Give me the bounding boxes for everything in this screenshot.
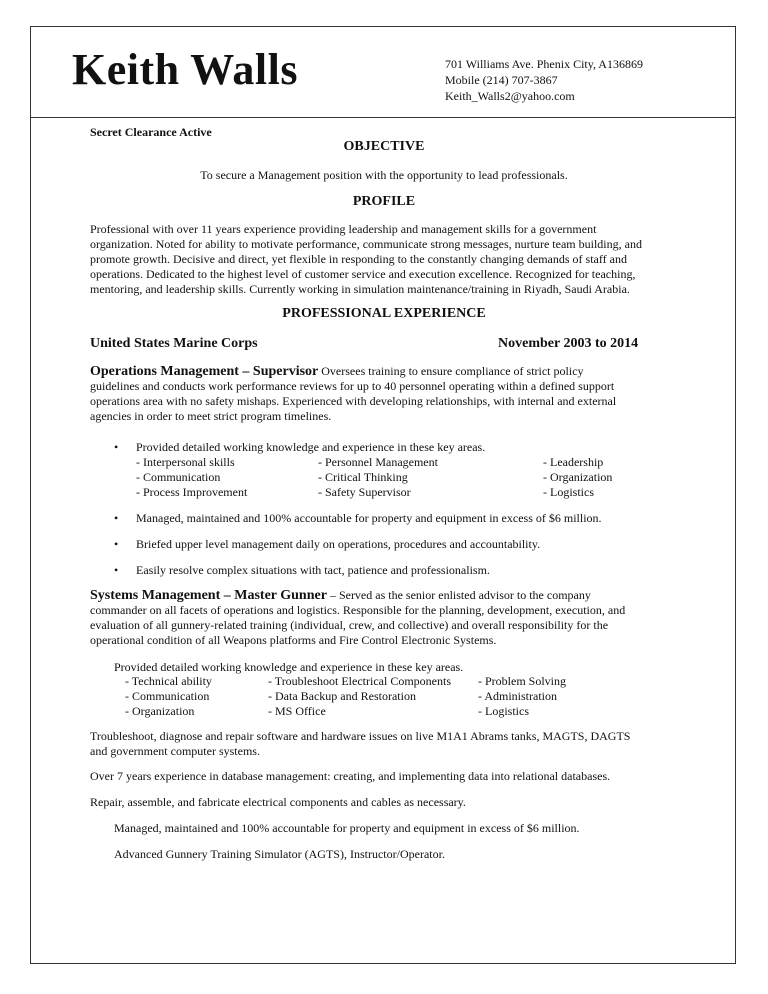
job2-paragraph-troubleshoot xyxy=(90,729,690,759)
skill-item: - Technical ability xyxy=(125,674,212,688)
job1-line: guidelines and conducts work performance reviews for up to 40 personnel operating within a defined support xyxy=(90,379,615,393)
profile-line: operations. Dedicated to the highest level of customer service and execution excellence. Recognized for teaching, xyxy=(90,267,636,281)
skill-item: - Leadership xyxy=(543,455,604,469)
experience-heading: PROFESSIONAL EXPERIENCE xyxy=(282,306,486,321)
skill-item: - Interpersonal skills xyxy=(136,455,235,469)
job2-intro: Provided detailed working knowledge and experience in these key areas. xyxy=(114,660,464,674)
skill-item: - Safety Supervisor xyxy=(318,485,411,499)
skill-item: - Logistics xyxy=(543,485,594,499)
header-divider xyxy=(30,117,736,118)
job1-line: Oversees training to ensure compliance of strict policy xyxy=(321,364,584,378)
job1-title: Operations Management – Supervisor xyxy=(90,364,319,379)
job1-description xyxy=(90,364,690,424)
profile-heading: PROFILE xyxy=(352,194,416,209)
profile-line: organization. Noted for ability to motivate performance, communicate strong messages, nurture team building, and xyxy=(90,237,642,251)
skill-item: - Problem Solving xyxy=(478,674,567,688)
profile-line: promote growth. Decisive and direct, yet flexible in responding to the constantly changing demands of staff and xyxy=(90,252,627,266)
employment-dates: November 2003 to 2014 xyxy=(498,336,639,351)
skill-item: - Logistics xyxy=(478,704,529,718)
job2-paragraph-managed: Managed, maintained and 100% accountable for property and equipment in excess of $6 million. xyxy=(114,821,580,835)
job2-line: commander on all facets of operations and logistics. Responsible for the planning, development, execution, and xyxy=(90,603,626,617)
job1-line: operations area with no safety mishaps. Experienced with developing relationships, with internal and external xyxy=(90,394,617,408)
contact-email: Keith_Walls2@yahoo.com xyxy=(445,89,575,103)
job1-bullet4: Easily resolve complex situations with tact, patience and professionalism. xyxy=(136,563,490,577)
profile-line: mentoring, and leadership skills. Currently working in simulation maintenance/training in Riyadh, Saudi Arabia. xyxy=(90,282,630,296)
job2-paragraph-agts: Advanced Gunnery Training Simulator (AGTS), Instructor/Operator. xyxy=(114,847,445,861)
skill-item: - Organization xyxy=(543,470,613,484)
contact-mobile: Mobile (214) 707-3867 xyxy=(445,73,558,87)
clearance-label: Secret Clearance Active xyxy=(90,125,212,139)
job1-skills-col3 xyxy=(543,455,612,500)
job2-p1-line: and government computer systems. xyxy=(90,744,260,758)
skill-item: - Process Improvement xyxy=(136,485,248,499)
job2-skills-col1 xyxy=(125,674,212,719)
job1-line: agencies in order to meet strict program timelines. xyxy=(90,409,332,423)
job2-skills-col3 xyxy=(478,674,566,719)
objective-heading: OBJECTIVE xyxy=(343,139,425,154)
profile-paragraph xyxy=(90,222,690,297)
job2-p1-line: Troubleshoot, diagnose and repair software and hardware issues on live M1A1 Abrams tanks, MAGTS, DAGTS xyxy=(90,729,631,743)
bullet-icon: • xyxy=(114,537,119,551)
job1-bullet3: Briefed upper level management daily on operations, procedures and accountability. xyxy=(136,537,541,551)
candidate-name: Keith Walls xyxy=(72,45,298,94)
job2-skills-col2 xyxy=(268,674,451,719)
bullet-icon: • xyxy=(114,511,119,525)
skill-item: - Communication xyxy=(136,470,221,484)
bullet-icon: • xyxy=(114,563,119,577)
objective-text: To secure a Management position with the opportunity to lead professionals. xyxy=(200,168,568,182)
skill-item: - Critical Thinking xyxy=(318,470,408,484)
contact-address: 701 Williams Ave. Phenix City, A136869 xyxy=(445,57,643,71)
job2-line: operational condition of all Weapons platforms and Fire Control Electronic Systems. xyxy=(90,633,497,647)
skill-item: - Organization xyxy=(125,704,195,718)
skill-item: - Administration xyxy=(478,689,557,703)
job2-line: – Served as the senior enlisted advisor to the company xyxy=(329,588,591,602)
job1-skills-col2 xyxy=(318,455,438,500)
job2-title: Systems Management – Master Gunner xyxy=(90,588,327,603)
bullet-icon: • xyxy=(114,440,119,454)
skill-item: - MS Office xyxy=(268,704,326,718)
skill-item: - Troubleshoot Electrical Components xyxy=(268,674,451,688)
skill-item: - Data Backup and Restoration xyxy=(268,689,416,703)
job1-bullet1: Provided detailed working knowledge and experience in these key areas. xyxy=(136,440,486,454)
job2-line: evaluation of all gunnery-related training (individual, crew, and collective) and overall responsibility for the xyxy=(90,618,609,632)
skill-item: - Communication xyxy=(125,689,210,703)
profile-line: Professional with over 11 years experience providing leadership and management skills for a government xyxy=(90,222,597,236)
job2-paragraph-database: Over 7 years experience in database management: creating, and implementing data into relational databases. xyxy=(90,769,611,783)
employer-name: United States Marine Corps xyxy=(90,336,258,351)
job1-skills-col1 xyxy=(136,455,247,500)
job2-description xyxy=(90,588,690,648)
contact-block xyxy=(445,56,643,104)
job2-paragraph-repair: Repair, assemble, and fabricate electrical components and cables as necessary. xyxy=(90,795,466,809)
skill-item: - Personnel Management xyxy=(318,455,438,469)
job1-bullet2: Managed, maintained and 100% accountable for property and equipment in excess of $6 million. xyxy=(136,511,602,525)
